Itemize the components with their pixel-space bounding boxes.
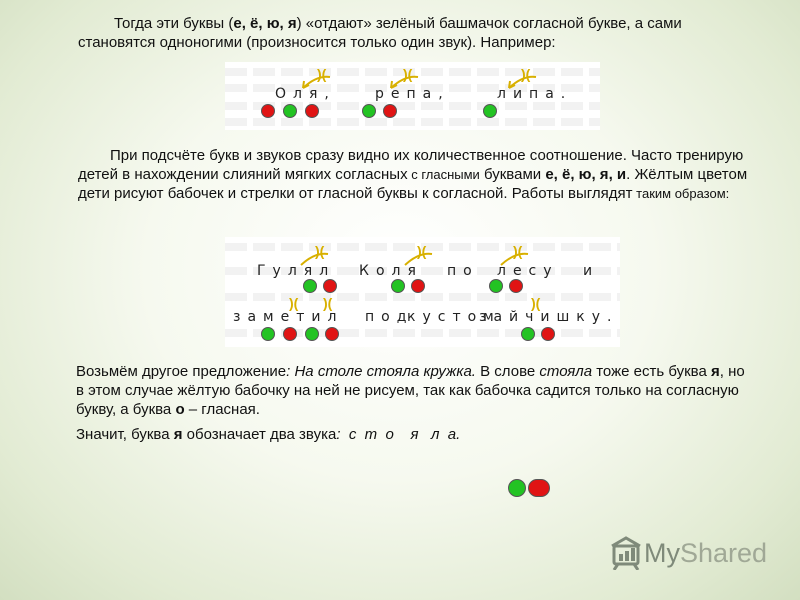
text: , но в этом случае жёлтую бабочку на ней не рисуем, так как бабочка садится только на согласную букву, а буква [76, 363, 745, 418]
green-dot [521, 327, 535, 341]
text: с гласными [407, 167, 480, 182]
background-text-ghost [225, 118, 600, 126]
bold-letters: е, ё, ю, я, и [545, 166, 627, 183]
butterfly-icon: )( [315, 243, 325, 259]
text: При подсчёте букв и звуков сразу видно их количественное соотношение. Часто тренирую детей в нахождении слияний мягких согласных [78, 147, 744, 183]
example-word: липа. [497, 86, 573, 102]
logo-text-part: Shared [680, 537, 768, 568]
text: таким образом: [632, 186, 730, 201]
paragraph-conclusion [76, 425, 756, 444]
butterfly-icon: )( [323, 295, 333, 311]
example-image-2 [225, 237, 620, 347]
text: Тогда эти буквы ( [114, 15, 234, 32]
text: буквами [479, 166, 546, 183]
italic-text: стояла [539, 363, 593, 380]
example-word: кустом [407, 309, 501, 325]
example-word: лесу [497, 263, 559, 279]
example-word: Гулял [257, 263, 336, 279]
example-word: и [583, 263, 600, 279]
example-image-1 [225, 62, 600, 130]
myshared-logo [608, 536, 767, 570]
text: тоже есть буква [592, 363, 711, 380]
butterfly-icon: )( [513, 243, 523, 259]
butterfly-icon: )( [521, 66, 531, 82]
bold-letters: я [173, 426, 183, 443]
red-dot [528, 479, 550, 497]
example-word: по [447, 263, 479, 279]
red-dot [509, 279, 523, 293]
butterfly-icon: )( [531, 295, 541, 311]
paragraph-counting [78, 146, 758, 203]
red-dot [305, 104, 319, 118]
butterfly-icon: )( [317, 66, 327, 82]
italic-text: : с т о я л а. [336, 426, 461, 443]
green-dot [305, 327, 319, 341]
red-dot [383, 104, 397, 118]
background-text-ghost [225, 102, 600, 110]
paragraph-another-sentence [76, 362, 756, 419]
green-dot [283, 104, 297, 118]
example-word: зайчишку. [479, 309, 619, 325]
logo-text-part: My [644, 537, 680, 568]
green-dot [489, 279, 503, 293]
text: обозначает два звука [182, 426, 337, 443]
red-dot [411, 279, 425, 293]
green-dot [508, 479, 526, 497]
background-text-ghost [225, 293, 620, 301]
text: – гласная. [184, 401, 260, 418]
text: ) «отдают» зелёный башмачок согласной букве, а сами становятся одноногими (произносится только один звук). Например: [78, 15, 682, 51]
text: . Жёлтым цветом дети рисуют бабочек и стрелки от гласной буквы к согласной. Работы выглядят [78, 166, 748, 202]
bold-letters: я [710, 363, 720, 380]
italic-text: : На столе стояла кружка. [286, 363, 476, 380]
presentation-board-icon [608, 536, 644, 570]
red-dot [323, 279, 337, 293]
green-dot [391, 279, 405, 293]
green-dot [483, 104, 497, 118]
red-dot [261, 104, 275, 118]
text: Значит, буква [76, 426, 174, 443]
text: Возьмём другое предложение [76, 363, 287, 380]
logo-text [644, 538, 767, 569]
butterfly-icon: )( [417, 243, 427, 259]
red-dot [325, 327, 339, 341]
green-dot [261, 327, 275, 341]
example-word: репа, [375, 86, 450, 102]
example-word: под [365, 309, 414, 325]
red-dot [541, 327, 555, 341]
green-dot [362, 104, 376, 118]
example-word: Оля, [275, 86, 336, 102]
green-dot [303, 279, 317, 293]
bold-letters: о [175, 401, 185, 418]
text: В слове [475, 363, 540, 380]
example-word: Коля [359, 263, 423, 279]
paragraph-intro [78, 14, 758, 52]
bold-letters: е, ё, ю, я [233, 15, 297, 32]
red-dot [283, 327, 297, 341]
butterfly-icon: )( [289, 295, 299, 311]
butterfly-icon: )( [403, 66, 413, 82]
example-word: заметил [233, 309, 344, 325]
